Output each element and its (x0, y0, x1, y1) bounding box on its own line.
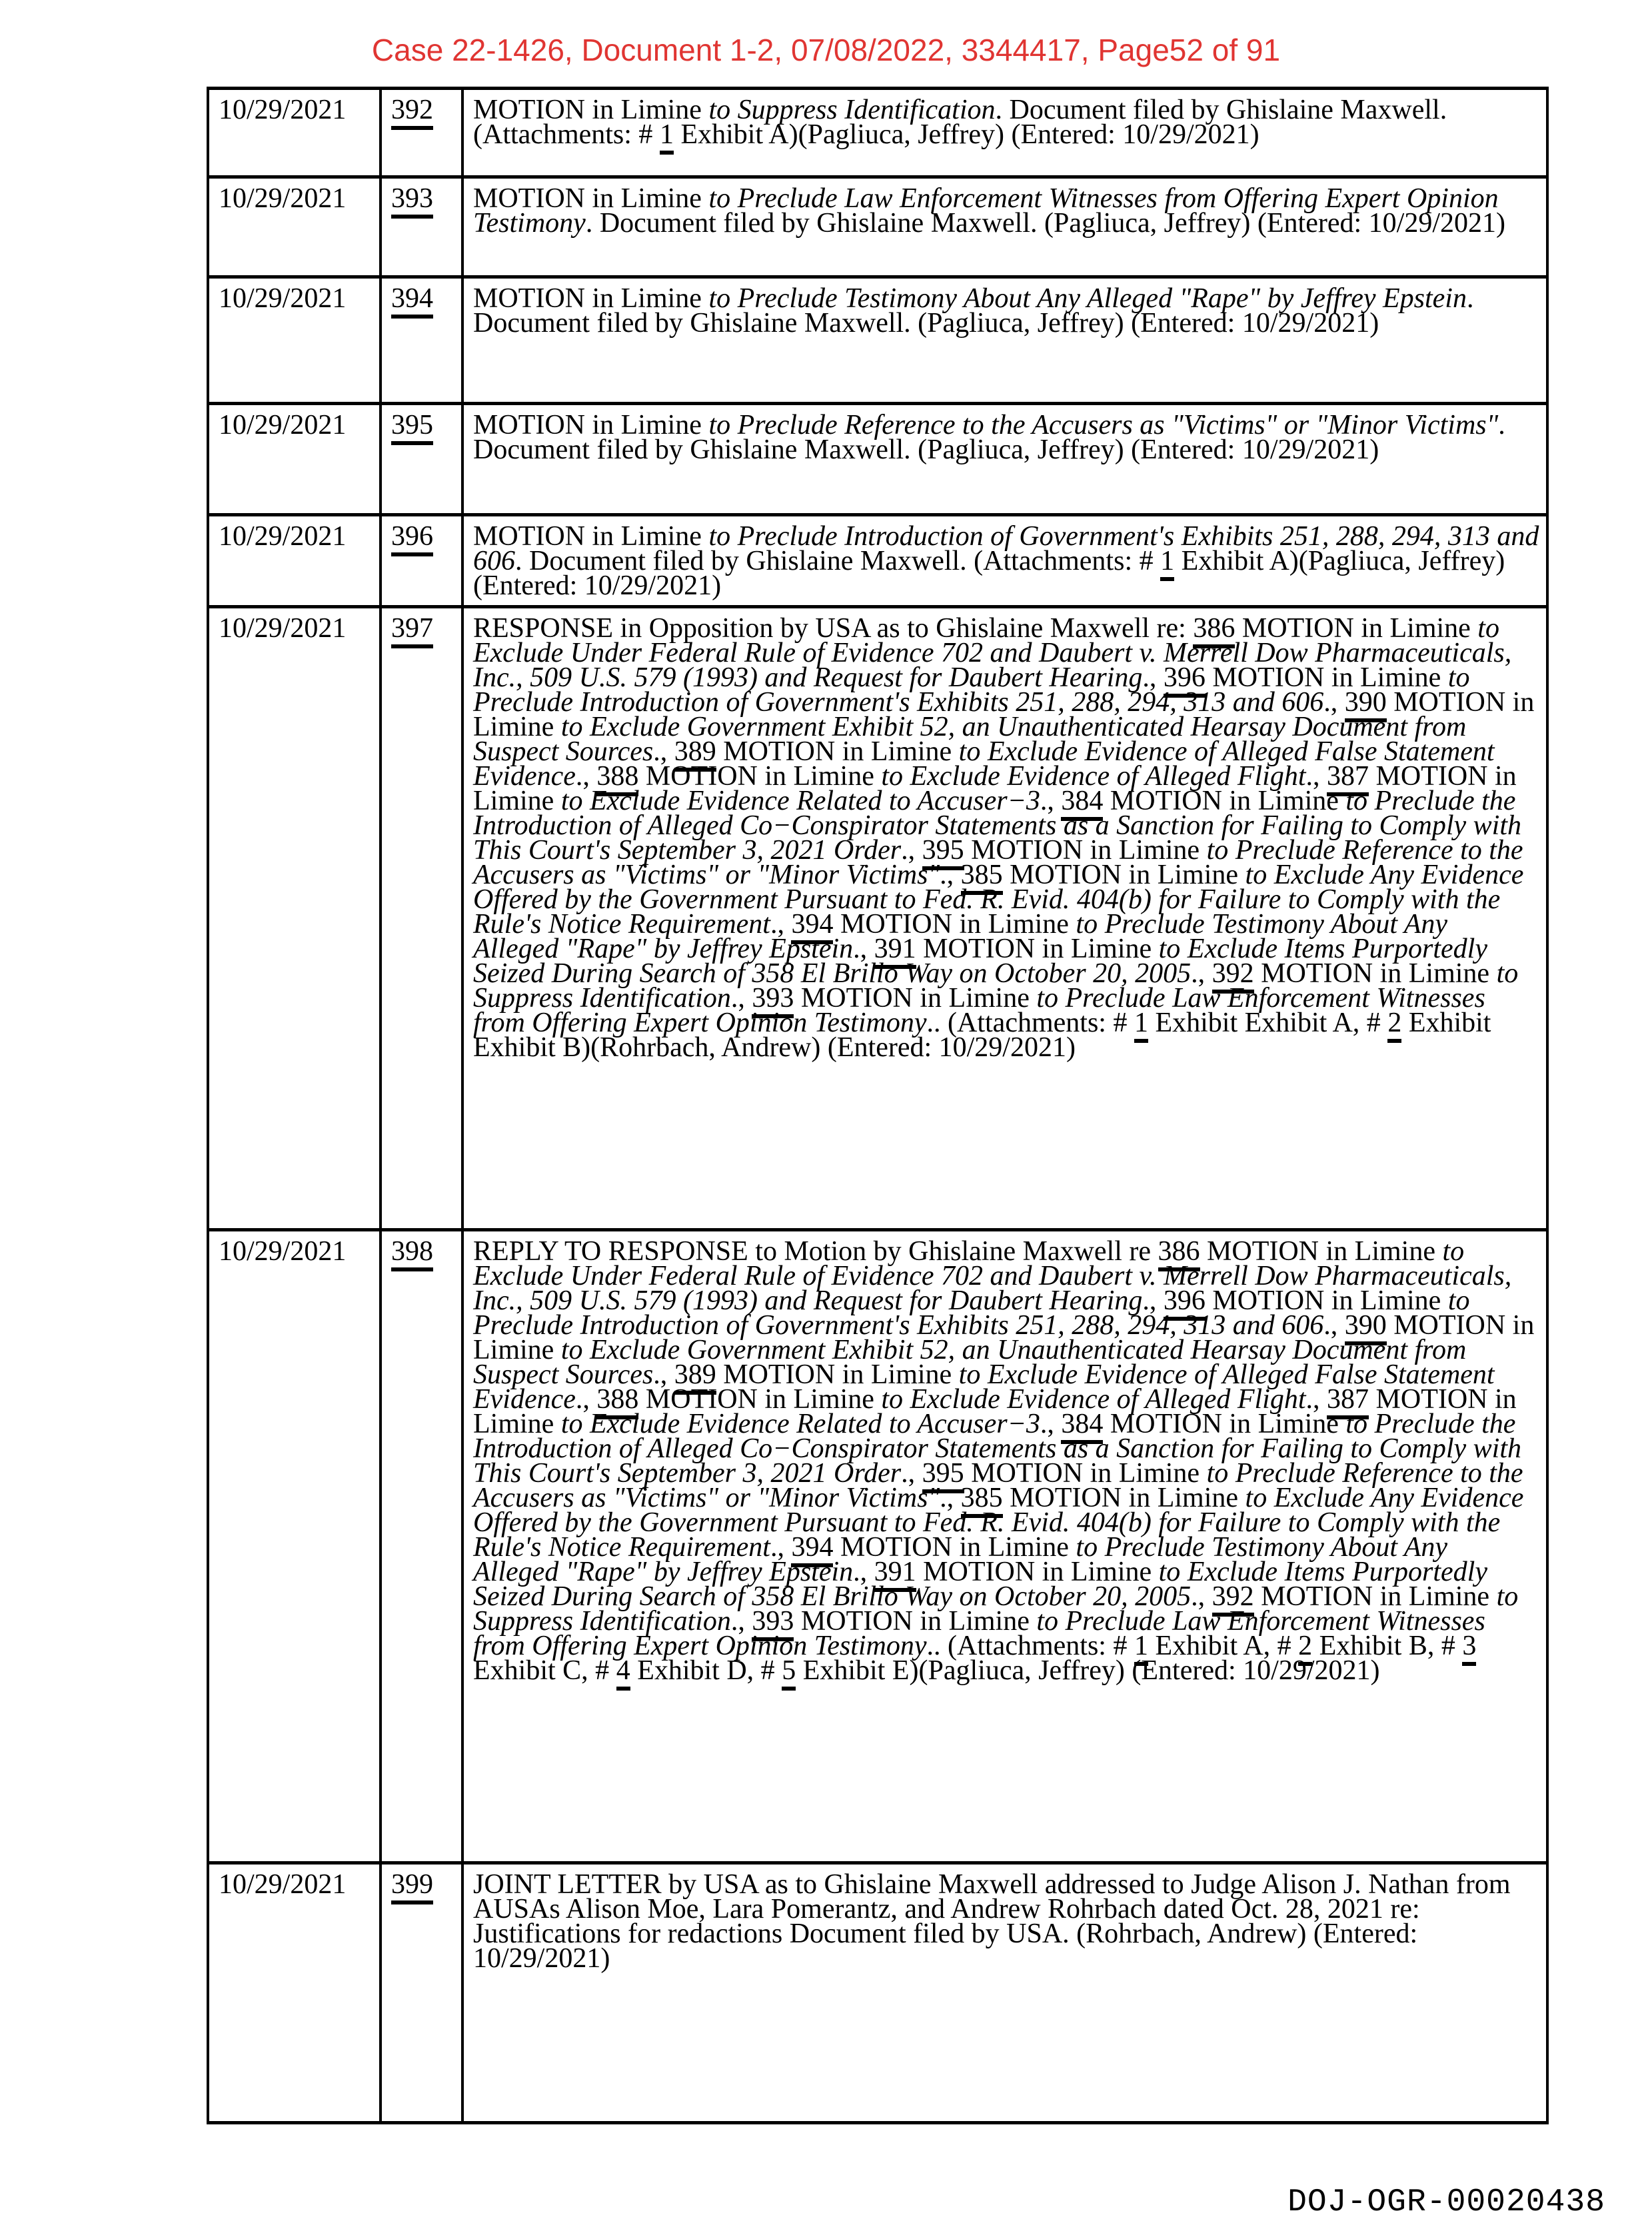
motion-title: to Exclude Under Federal Rule of Evidence 702 and Daubert v. Merrell Dow Pharmaceuticals, Inc., 509 U.S. 579 (1993) and Request for Daubert Hearing (473, 613, 1512, 693)
doc-ref-link[interactable]: 390 (1345, 687, 1387, 722)
description-text: ., (730, 983, 752, 1014)
doc-number-link[interactable]: 398 (391, 1236, 433, 1271)
description-text: .. (Attachments: # (926, 1631, 1134, 1661)
doc-number-cell (381, 1230, 462, 1863)
description-text: ., (1323, 687, 1345, 718)
motion-title: to Exclude Items Purportedly Seized During Search of 358 El Brillo Way on October 20, 2005 (473, 1557, 1487, 1612)
doc-number-cell (381, 515, 462, 607)
description-text: Exhibit A)(Pagliuca, Jeffrey) (Entered: 10/29/2021) (473, 546, 1505, 601)
date-cell: 10/29/2021 (208, 607, 381, 1230)
description-text: ., (1191, 1581, 1212, 1612)
motion-title: to Exclude Any Evidence Offered by the Government Pursuant to Fed. R. Evid. 404(b) for Failure to Comply with the Rule's Notice Requirement (473, 1483, 1524, 1563)
description-text: JOINT LETTER by USA as to Ghislaine Maxwell addressed to Judge Alison J. Nathan from AUSAs Alison Moe, Lara Pomerantz, and Andrew Rohrbach dated Oct. 28, 2021 re: Justifications for redactions Document filed by USA. (Rohrbach, Andrew) (Entered: 10/29/2021) (473, 1869, 1511, 1974)
description-text: ., (1305, 1384, 1327, 1415)
doc-ref-link[interactable]: 389 (674, 1359, 716, 1395)
doc-ref-link[interactable]: 4 (616, 1655, 630, 1691)
doc-ref-link[interactable]: 396 (1164, 662, 1206, 698)
description-text: MOTION in Limine (833, 909, 1076, 940)
motion-title: to Preclude Reference to the Accusers as "Victims" or "Minor Victims" (708, 410, 1499, 440)
motion-title: to Exclude Any Evidence Offered by the Government Pursuant to Fed. R. Evid. 404(b) for Failure to Comply with the Rule's Notice Requirement (473, 860, 1524, 940)
description-text: MOTION in Limine (1253, 1581, 1497, 1612)
doc-ref-link[interactable]: 388 (596, 1384, 638, 1419)
description-text: ., (901, 835, 922, 866)
motion-title: to Exclude Evidence Related to Accuser−3 (560, 786, 1040, 816)
description-cell (462, 1230, 1547, 1863)
docket-rows (208, 89, 1547, 2123)
description-cell (462, 515, 1547, 607)
motion-title: to Preclude Introduction of Government's Exhibits 251, 288, 294, 313 and 606 (473, 662, 1470, 718)
doc-ref-link[interactable]: 395 (922, 1458, 964, 1493)
motion-title: to Exclude Evidence of Alleged False Statement Evidence (473, 1359, 1495, 1415)
description-text: MOTION in Limine (833, 1532, 1076, 1563)
motion-title: to Exclude Under Federal Rule of Evidence 702 and Daubert v. Merrell Dow Pharmaceuticals, Inc., 509 U.S. 579 (1993) and Request for Daubert Hearing (473, 1236, 1512, 1316)
date-cell: 10/29/2021 (208, 1230, 381, 1863)
description-text: MOTION in Limine (1103, 786, 1346, 816)
doc-ref-link[interactable]: 384 (1061, 786, 1103, 821)
doc-ref-link[interactable]: 3 (1462, 1631, 1476, 1666)
description-text: RESPONSE in Opposition by USA as to Ghislaine Maxwell re: (473, 613, 1194, 644)
docket-row (208, 404, 1547, 515)
date-cell: 10/29/2021 (208, 1863, 381, 2123)
doc-number-link[interactable]: 395 (391, 410, 433, 445)
description-text: MOTION in Limine (964, 1458, 1207, 1489)
description-text: . Document filed by Ghislaine Maxwell. (Pagliuca, Jeffrey) (Entered: 10/29/2021) (473, 283, 1474, 339)
motion-title: to Preclude Law Enforcement Witnesses from Offering Expert Opinion Testimony (473, 1606, 1485, 1661)
doc-ref-link[interactable]: 392 (1212, 958, 1254, 994)
motion-title: to Exclude Government Exhibit 52, an Unauthenticated Hearsay Document from Suspect Sources (473, 1335, 1467, 1390)
motion-title: to Exclude Evidence of Alleged Flight (881, 1384, 1306, 1415)
motion-title: to Exclude Evidence of Alleged False Statement Evidence (473, 736, 1495, 792)
description-cell (462, 89, 1547, 177)
description-text: ., (575, 1384, 597, 1415)
doc-ref-link[interactable]: 389 (674, 736, 716, 772)
description-text: MOTION in Limine (1205, 662, 1448, 693)
doc-ref-link[interactable]: 387 (1327, 1384, 1369, 1419)
doc-ref-link[interactable]: 391 (874, 934, 916, 969)
description-text: ., (653, 1359, 674, 1390)
description-text: MOTION in Limine (1235, 613, 1478, 644)
motion-title: to Preclude the Introduction of Alleged Co−Conspirator Statements as a Sanction for Failing to Comply with This Court's September 3, 2021 Order (473, 786, 1521, 866)
doc-ref-link[interactable]: 2 (1298, 1631, 1312, 1666)
doc-number-link[interactable]: 399 (391, 1869, 433, 1904)
doc-ref-link[interactable]: 388 (596, 761, 638, 796)
description-text: MOTION in Limine (916, 934, 1159, 964)
description-cell (462, 404, 1547, 515)
description-text: MOTION in Limine (473, 410, 709, 440)
description-text: Exhibit B, # (1312, 1631, 1463, 1661)
description-text: ., (770, 1532, 792, 1563)
description-text: ., (1142, 662, 1164, 693)
description-text: ., (575, 761, 597, 792)
description-text: Exhibit A)(Pagliuca, Jeffrey) (Entered: 10/29/2021) (673, 119, 1259, 150)
doc-ref-link[interactable]: 1 (1134, 1631, 1148, 1666)
description-text: Exhibit Exhibit A, # (1148, 1008, 1388, 1038)
description-text: MOTION in Limine (473, 1384, 1517, 1439)
doc-ref-link[interactable]: 387 (1327, 761, 1369, 796)
description-text: MOTION in Limine (473, 521, 709, 552)
description-text: MOTION in Limine (794, 983, 1037, 1014)
date-cell: 10/29/2021 (208, 404, 381, 515)
doc-number-cell (381, 177, 462, 277)
description-text: MOTION in Limine (473, 687, 1535, 742)
doc-ref-link[interactable]: 394 (791, 1532, 833, 1567)
description-text: MOTION in Limine (638, 761, 882, 792)
doc-number-cell (381, 277, 462, 404)
motion-title: to Preclude Testimony About Any Alleged "Rape" by Jeffrey Epstein (473, 1532, 1448, 1587)
doc-ref-link[interactable]: 5 (782, 1655, 796, 1691)
doc-ref-link[interactable]: 391 (874, 1557, 916, 1592)
doc-ref-link[interactable]: 393 (752, 983, 794, 1018)
description-text: MOTION in Limine (1002, 1483, 1245, 1513)
motion-title: to Exclude Evidence of Alleged Flight (881, 761, 1306, 792)
description-text: MOTION in Limine (1253, 958, 1497, 989)
description-text: MOTION in Limine (638, 1384, 882, 1415)
doc-ref-link[interactable]: 390 (1345, 1310, 1387, 1345)
description-text: .. (Attachments: # (926, 1008, 1134, 1038)
description-text: MOTION in Limine (716, 736, 959, 767)
motion-title: to Suppress Identification (708, 95, 996, 125)
description-text: ., (901, 1458, 922, 1489)
description-text: MOTION in Limine (716, 1359, 959, 1390)
doc-ref-link[interactable]: 2 (1387, 1008, 1401, 1043)
motion-title: to Preclude the Introduction of Alleged Co−Conspirator Statements as a Sanction for Failing to Comply with This Court's September 3, 2021 Order (473, 1409, 1521, 1489)
description-text: Exhibit D, # (630, 1655, 782, 1686)
description-text: MOTION in Limine (473, 95, 709, 125)
motion-title: to Preclude Introduction of Government's Exhibits 251, 288, 294, 313 and 606 (473, 1285, 1470, 1341)
description-cell (462, 177, 1547, 277)
doc-ref-link[interactable]: 1 (1160, 546, 1174, 581)
description-text: MOTION in Limine (473, 283, 709, 314)
description-text: ., (770, 909, 792, 940)
description-text: ., (1323, 1310, 1345, 1341)
description-text: MOTION in Limine (1205, 1285, 1448, 1316)
description-text: Exhibit Exhibit B)(Rohrbach, Andrew) (Entered: 10/29/2021) (473, 1008, 1491, 1063)
description-text: Exhibit C, # (473, 1655, 616, 1686)
docket-row (208, 277, 1547, 404)
doc-ref-link[interactable]: 385 (961, 1483, 1003, 1518)
description-text: MOTION in Limine (1103, 1409, 1346, 1439)
description-text: ., (1305, 761, 1327, 792)
description-cell (462, 607, 1547, 1230)
doc-ref-link[interactable]: 385 (961, 860, 1003, 895)
doc-ref-link[interactable]: 1 (660, 119, 674, 155)
doc-ref-link[interactable]: 386 (1193, 613, 1235, 648)
motion-title: to Preclude Law Enforcement Witnesses from Offering Expert Opinion Testimony (473, 983, 1485, 1038)
docket-row (208, 607, 1547, 1230)
doc-ref-link[interactable]: 1 (1134, 1008, 1148, 1043)
date-cell: 10/29/2021 (208, 177, 381, 277)
doc-number-cell (381, 1863, 462, 2123)
description-text: . Document filed by Ghislaine Maxwell. (Attachments: # (515, 546, 1161, 576)
docket-row (208, 89, 1547, 177)
motion-title: to Preclude Law Enforcement Witnesses from Offering Expert Opinion Testimony (473, 183, 1499, 239)
description-text: ., (730, 1606, 752, 1637)
motion-title: to Exclude Government Exhibit 52, an Unauthenticated Hearsay Document from Suspect Sources (473, 712, 1467, 767)
motion-title: to Exclude Evidence Related to Accuser−3 (560, 1409, 1040, 1439)
description-text: . Document filed by Ghislaine Maxwell. (Attachments: # (473, 95, 1447, 150)
bates-number: DOJ-OGR-00020438 (1287, 2184, 1605, 2220)
description-text: MOTION in Limine (1200, 1236, 1443, 1267)
motion-title: to Suppress Identification (473, 1581, 1519, 1637)
date-cell: 10/29/2021 (208, 277, 381, 404)
doc-number-link[interactable]: 396 (391, 521, 433, 556)
description-text: MOTION in Limine (916, 1557, 1159, 1587)
docket-row (208, 177, 1547, 277)
motion-title: to Preclude Reference to the Accusers as "Victims" or "Minor Victims" (473, 835, 1523, 890)
docket-row (208, 515, 1547, 607)
description-text: MOTION in Limine (964, 835, 1207, 866)
motion-title: to Suppress Identification (473, 958, 1519, 1014)
doc-number-link[interactable]: 393 (391, 183, 433, 219)
description-text: ., (653, 736, 674, 767)
date-cell: 10/29/2021 (208, 89, 381, 177)
doc-ref-link[interactable]: 393 (752, 1606, 794, 1641)
description-text: ., (1142, 1285, 1164, 1316)
doc-ref-link[interactable]: 394 (791, 909, 833, 944)
motion-title: to Preclude Testimony About Any Alleged "Rape" by Jeffrey Epstein (473, 909, 1448, 964)
description-text: . Document filed by Ghislaine Maxwell. (Pagliuca, Jeffrey) (Entered: 10/29/2021) (473, 410, 1505, 465)
description-cell (462, 277, 1547, 404)
description-text: MOTION in Limine (473, 761, 1517, 816)
case-stamp-header: Case 22-1426, Document 1-2, 07/08/2022, 3344417, Page52 of 91 (371, 33, 1281, 67)
description-text: Exhibit E)(Pagliuca, Jeffrey) (Entered: 10/29/2021) (796, 1655, 1380, 1686)
doc-ref-link[interactable]: 392 (1212, 1581, 1254, 1617)
description-text: ., (853, 1557, 874, 1587)
description-text: REPLY TO RESPONSE to Motion by Ghislaine Maxwell re (473, 1236, 1158, 1267)
doc-ref-link[interactable]: 395 (922, 835, 964, 870)
description-text: ., (853, 934, 874, 964)
description-text: ., (1040, 1409, 1062, 1439)
description-text: ., (940, 860, 961, 890)
date-cell: 10/29/2021 (208, 515, 381, 607)
doc-number-link[interactable]: 394 (391, 283, 433, 319)
doc-number-link[interactable]: 392 (391, 95, 433, 130)
doc-ref-link[interactable]: 396 (1164, 1285, 1206, 1321)
motion-title: to Preclude Reference to the Accusers as "Victims" or "Minor Victims" (473, 1458, 1523, 1513)
description-text: ., (1040, 786, 1062, 816)
doc-number-cell (381, 404, 462, 515)
description-text: . Document filed by Ghislaine Maxwell. (Pagliuca, Jeffrey) (Entered: 10/29/2021) (585, 208, 1505, 239)
description-cell (462, 1863, 1547, 2123)
doc-number-link[interactable]: 397 (391, 613, 433, 648)
description-text: MOTION in Limine (473, 183, 709, 214)
description-text: ., (1191, 958, 1212, 989)
doc-number-cell (381, 89, 462, 177)
doc-ref-link[interactable]: 384 (1061, 1409, 1103, 1444)
docket-table (207, 87, 1549, 2124)
motion-title: to Preclude Testimony About Any Alleged "Rape" by Jeffrey Epstein (708, 283, 1467, 314)
docket-row (208, 1230, 1547, 1863)
description-text: ., (940, 1483, 961, 1513)
description-text: Exhibit A, # (1148, 1631, 1299, 1661)
docket-row (208, 1863, 1547, 2123)
description-text: MOTION in Limine (473, 1310, 1535, 1365)
description-text: MOTION in Limine (794, 1606, 1037, 1637)
motion-title: to Exclude Items Purportedly Seized During Search of 358 El Brillo Way on October 20, 2005 (473, 934, 1487, 989)
motion-title: to Preclude Introduction of Government's Exhibits 251, 288, 294, 313 and 606 (473, 521, 1539, 576)
doc-number-cell (381, 607, 462, 1230)
doc-ref-link[interactable]: 386 (1158, 1236, 1200, 1271)
description-text: MOTION in Limine (1002, 860, 1245, 890)
